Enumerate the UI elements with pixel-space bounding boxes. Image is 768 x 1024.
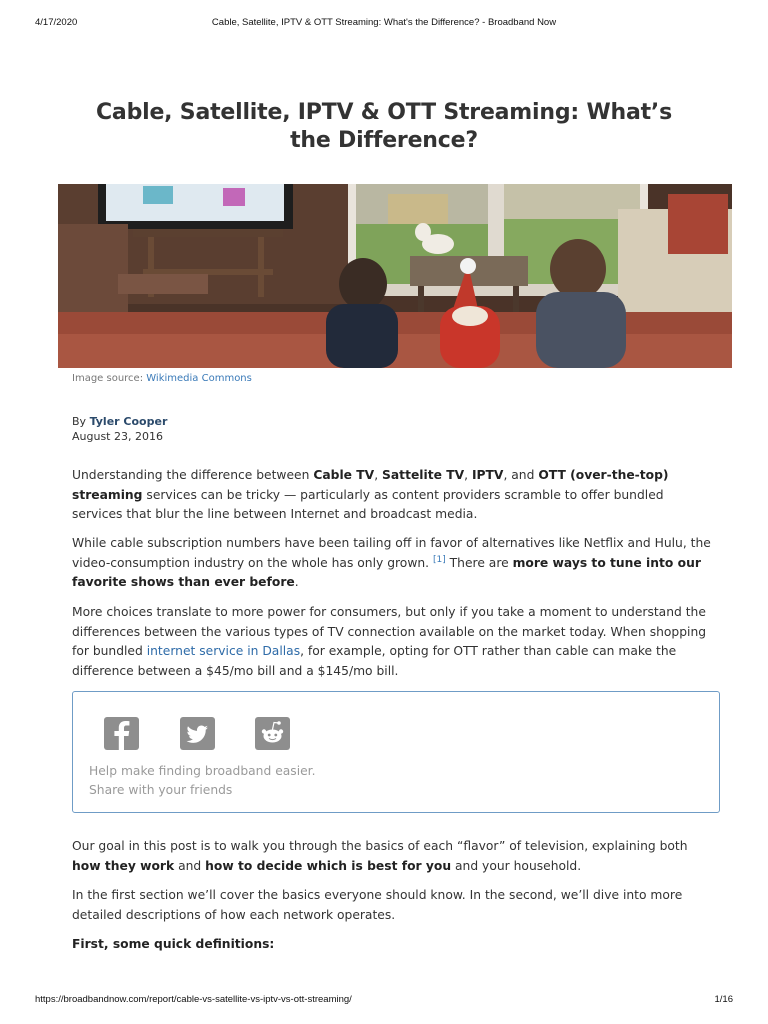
text: services can be tricky — particularly as content providers scramble to offer bundled services that blur the line between Internet and broadcast media. bbox=[72, 487, 664, 521]
bold-ott-streaming: OTT (over-the-top) streaming bbox=[72, 468, 669, 502]
caption-source-link[interactable]: Wikimedia Commons bbox=[146, 373, 252, 384]
share-box bbox=[72, 691, 720, 813]
text: In the first section we’ll cover the basics everyone should know. In the second, we’ll dive into more detailed descriptions of how each network operates. bbox=[72, 888, 683, 922]
text: , and bbox=[503, 468, 539, 482]
hero-image bbox=[58, 184, 732, 368]
paragraph-subscriptions bbox=[72, 534, 712, 593]
image-caption bbox=[72, 373, 252, 384]
byline-prefix: By bbox=[72, 415, 87, 428]
paragraph-definitions-heading bbox=[72, 935, 712, 955]
share-line-1: Help make finding broadband easier. bbox=[89, 764, 316, 778]
print-header bbox=[35, 17, 733, 31]
text: Understanding the difference between bbox=[72, 468, 314, 482]
print-footer bbox=[35, 994, 733, 1008]
print-date: 4/17/2020 bbox=[35, 17, 78, 28]
text: and your household. bbox=[451, 858, 582, 873]
text: , for example, opting for OTT rather than cable can make the difference between a $45/mo bill and a $145/mo bill. bbox=[72, 644, 677, 678]
bold-iptv: IPTV bbox=[471, 468, 504, 482]
paragraph-intro bbox=[72, 466, 712, 525]
text: While cable subscription numbers have been tailing off in favor of alternatives like Netflix and Hulu, the video-consumption industry on the whole has only grown. bbox=[72, 536, 711, 570]
text: , bbox=[374, 468, 383, 482]
bold-satellite-tv: Sattelite TV bbox=[382, 468, 465, 482]
author-link[interactable]: Tyler Cooper bbox=[89, 415, 168, 428]
article-title: Cable, Satellite, IPTV & OTT Streaming: What’s the Difference? bbox=[95, 100, 672, 153]
text: . bbox=[294, 575, 299, 589]
print-title: Cable, Satellite, IPTV & OTT Streaming: What's the Difference? - Broadband Now bbox=[211, 17, 557, 28]
internet-dallas-link[interactable]: internet service in Dallas bbox=[146, 644, 301, 658]
share-line-2: Share with your friends bbox=[89, 783, 233, 797]
text: Our goal in this post is to walk you through the basics of each “flavor” of television, explaining both bbox=[72, 839, 688, 853]
bold-how-they-work: how they work bbox=[72, 858, 175, 873]
bold-more-ways: more ways to tune into our favorite shows than ever before bbox=[72, 555, 701, 589]
print-url: https://broadbandnow.com/report/cable-vs-satellite-vs-iptv-vs-ott-streaming/ bbox=[35, 994, 352, 1005]
facebook-icon[interactable] bbox=[104, 717, 139, 750]
paragraph-goal bbox=[72, 837, 712, 876]
paragraph-sections bbox=[72, 886, 712, 925]
print-page-number: 1/16 bbox=[714, 994, 733, 1005]
bold-quick-definitions: First, some quick definitions: bbox=[72, 937, 275, 951]
bold-how-to-decide: how to decide which is best for you bbox=[205, 858, 452, 873]
publish-date: August 23, 2016 bbox=[72, 430, 163, 443]
twitter-icon[interactable] bbox=[180, 717, 215, 750]
share-text bbox=[89, 762, 316, 800]
text: , bbox=[464, 468, 472, 482]
text: and bbox=[174, 858, 206, 873]
reddit-icon[interactable] bbox=[255, 717, 290, 750]
byline bbox=[72, 414, 167, 444]
caption-prefix: Image source: bbox=[72, 373, 144, 384]
paragraph-choices bbox=[72, 603, 712, 681]
footnote-ref-1[interactable]: [1] bbox=[433, 554, 446, 565]
text: There are bbox=[445, 555, 513, 570]
bold-cable-tv: Cable TV bbox=[313, 468, 375, 482]
text: More choices translate to more power for consumers, but only if you take a moment to understand the differences between the various types of TV connection available on the market today. When shopping for bundled bbox=[72, 605, 707, 658]
